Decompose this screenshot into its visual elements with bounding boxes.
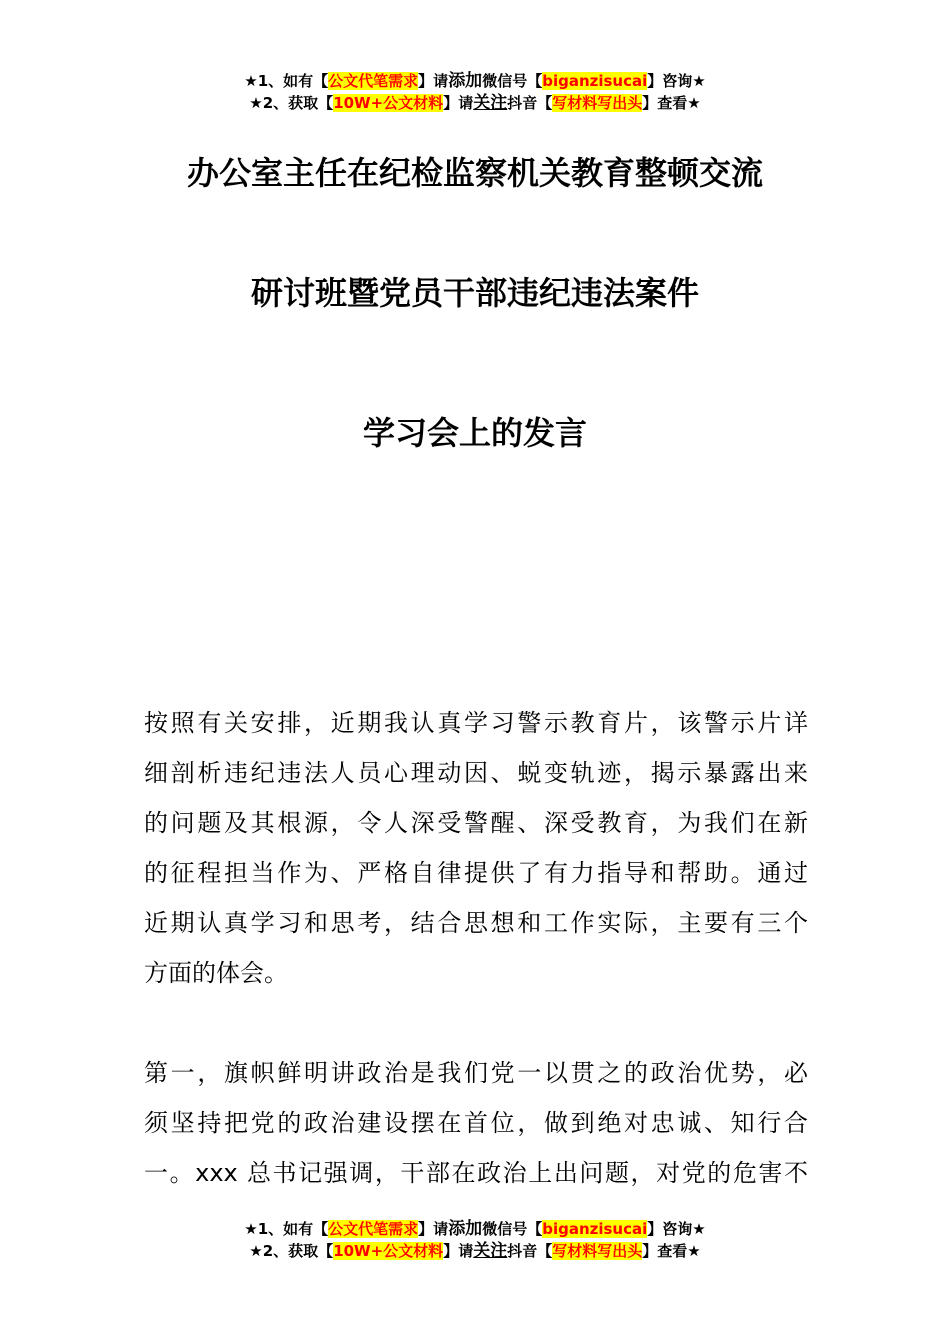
promo-highlight: 公文代笔需求 xyxy=(328,1220,419,1238)
promo-footer xyxy=(0,1218,950,1262)
promo-text: 抖音【 xyxy=(507,94,553,112)
promo-text: 】请 xyxy=(443,1242,474,1260)
promo-text: 】咨询★ xyxy=(647,1220,706,1238)
promo-text: 】咨询★ xyxy=(647,72,706,90)
promo-text: 微信号【 xyxy=(482,72,543,90)
paragraph-line: 细剖析违纪违法人员心理动因、蜕变轨迹，揭示暴露出来 xyxy=(144,759,808,787)
promo-emphasis: 关注 xyxy=(473,93,508,113)
promo-text: 】查看★ xyxy=(642,94,701,112)
document-title-line-1: 办公室主任在纪检监察机关教育整顿交流 xyxy=(186,154,763,192)
promo-text: ★1、如有【 xyxy=(244,72,329,90)
paragraph-line: 一。xxx 总书记强调，干部在政治上出问题，对党的危害不 xyxy=(144,1159,808,1187)
promo-highlight: 公文代笔需求 xyxy=(328,72,419,90)
promo-highlight: biganzisucai xyxy=(542,1220,648,1238)
promo-text: 】请 xyxy=(418,1220,449,1238)
paragraph-line: 近期认真学习和思考，结合思想和工作实际，主要有三个 xyxy=(144,909,808,937)
body-paragraph-2 xyxy=(144,1048,808,1198)
promo-emphasis: 关注 xyxy=(473,1241,508,1261)
paragraph-line: 第一，旗帜鲜明讲政治是我们党一以贯之的政治优势，必 xyxy=(144,1059,808,1087)
promo-text: 】请 xyxy=(443,94,474,112)
paragraph-line: 按照有关安排，近期我认真学习警示教育片，该警示片详 xyxy=(144,709,808,737)
paragraph-line: 方面的体会。 xyxy=(144,959,288,987)
promo-header xyxy=(0,70,950,114)
promo-emphasis: 添加 xyxy=(448,71,483,91)
document-title-line-2: 研讨班暨党员干部违纪违法案件 xyxy=(250,274,699,312)
paragraph-line: 的问题及其根源，令人深受警醒、深受教育，为我们在新 xyxy=(144,809,808,837)
promo-line-2 xyxy=(0,1240,950,1262)
promo-line-2 xyxy=(0,92,950,114)
promo-line-1 xyxy=(0,70,950,92)
promo-highlight: biganzisucai xyxy=(542,72,648,90)
promo-text: ★2、获取【 xyxy=(249,94,334,112)
promo-text: 抖音【 xyxy=(507,1242,553,1260)
promo-text: 】查看★ xyxy=(642,1242,701,1260)
promo-highlight: 10W+公文材料 xyxy=(333,1242,444,1260)
promo-text: ★1、如有【 xyxy=(244,1220,329,1238)
body-paragraph-1 xyxy=(144,698,808,998)
paragraph-line: 的征程担当作为、严格自律提供了有力指导和帮助。通过 xyxy=(144,859,808,887)
promo-emphasis: 添加 xyxy=(448,1219,483,1239)
promo-text: 】请 xyxy=(418,72,449,90)
promo-text: 微信号【 xyxy=(482,1220,543,1238)
promo-highlight: 写材料写出头 xyxy=(552,1242,643,1260)
paragraph-line: 须坚持把党的政治建设摆在首位，做到绝对忠诚、知行合 xyxy=(144,1109,808,1137)
promo-highlight: 写材料写出头 xyxy=(552,94,643,112)
document-title-line-3: 学习会上的发言 xyxy=(362,414,587,452)
promo-text: ★2、获取【 xyxy=(249,1242,334,1260)
promo-highlight: 10W+公文材料 xyxy=(333,94,444,112)
promo-line-1 xyxy=(0,1218,950,1240)
